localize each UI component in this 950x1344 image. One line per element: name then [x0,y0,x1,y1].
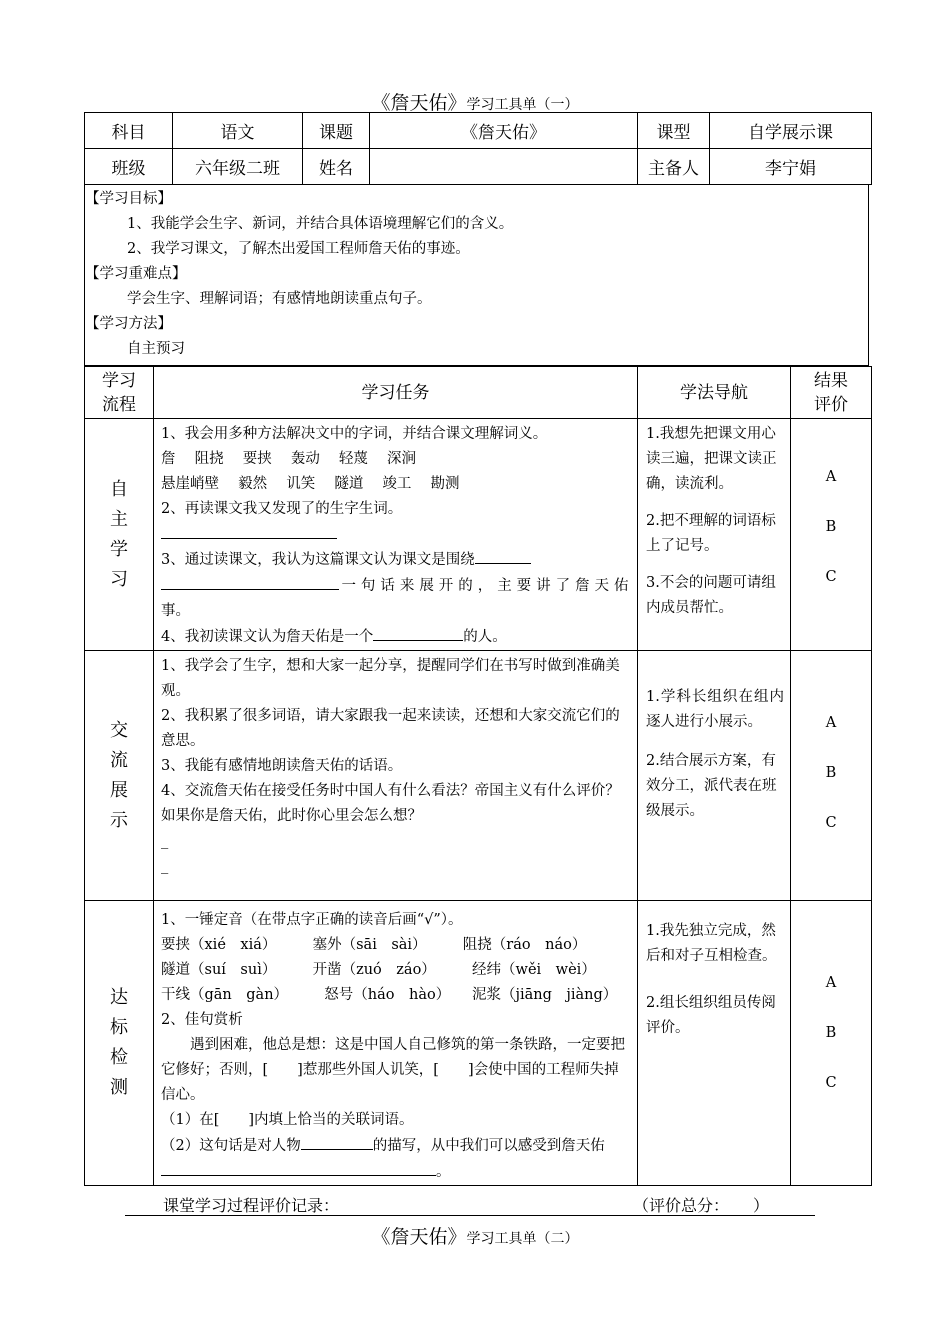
pinyin-item: 干线（gān gàn） 怒号（háo hào） 泥浆（jiāng jiàng） [161,987,618,1003]
task-exchange [154,651,638,901]
answer-blank[interactable] [475,547,531,564]
guide-text: 2.把不理解的词语标上了记号。 [646,513,776,554]
goal-item: 2、我学习课文，了解杰出爱国工程师詹天佑的事迹。 [127,241,470,257]
label-type: 课型 [638,113,710,149]
main-table [84,366,872,1186]
goal-item: 1、我能学会生字、新词，并结合具体语境理解它们的含义。 [127,216,514,232]
word-list: 詹 阻挠 要挟 轰动 轻蔑 深涧 [161,451,417,467]
stage-self-study: 自 主 学 习 [85,419,154,651]
answer-blank[interactable] [301,1133,373,1150]
quote-text: 遇到困难，他总是想：这是中国人自己修筑的第一条铁路，一定要把它修好；否则，[ ]惹那些外国人讥笑，[ ]会使中国的工程师失掉信心。 [161,1037,625,1103]
grade-a[interactable]: A [825,469,837,485]
label-subject: 科目 [85,113,173,149]
title-main: 《詹天佑》 [371,92,467,114]
task-text: 3、我能有感情地朗读詹天佑的话语。 [161,758,403,774]
guide-text: 1.我想先把课文用心读三遍，把课文读正确，读流利。 [646,426,777,492]
pinyin-item: 隧道（suí suì） 开凿（zuó záo） 经纬（wěi wèi） [161,962,596,978]
stage-exchange: 交 流 展 示 [85,651,154,901]
answer-blank[interactable] [161,1159,436,1176]
page-title-2 [0,1222,950,1249]
task-text: 事。 [161,603,190,619]
grade-a[interactable]: A [825,975,837,991]
row-exchange [85,651,872,901]
col-flow: 学习 流程 [85,367,154,419]
task-text: 一句话来展开的，主要讲了詹天佑 [339,578,631,594]
col-task: 学习任务 [154,367,638,419]
label-name: 姓名 [303,149,370,185]
name-field[interactable] [370,149,638,185]
guide-text: 2.组长组织组员传阅评价。 [646,995,776,1036]
page-title [0,88,950,115]
value-preparer: 李宁娟 [710,149,872,185]
task-text: 的人。 [463,629,507,645]
label-class: 班级 [85,149,173,185]
guide-text: 3.不会的问题可请组内成员帮忙。 [646,575,776,616]
label-topic: 课题 [303,113,370,149]
method-heading: 【学习方法】 [85,316,172,332]
task-text: 2、我积累了很多词语，请大家跟我一起来读读，还想和大家交流它们的意思。 [161,708,620,749]
guide-text: 2.结合展示方案，有效分工，派代表在班级展示。 [646,753,777,819]
guide-test [638,901,791,1186]
label-preparer: 主备人 [638,149,710,185]
pinyin-item: 要挟（xié xiá） 塞外（sāi sài） 阻挠（ráo náo） [161,937,587,953]
task-text: 1、我会用多种方法解决文中的字词，并结合课文理解词义。 [161,426,548,442]
task-text: 1、我学会了生字，想和大家一起分享，提醒同学们在书写时做到准确美观。 [161,658,620,699]
title-sub: 学习工具单（一） [466,97,579,113]
evaluation-record [125,1193,815,1216]
col-guide: 学法导航 [638,367,791,419]
goal-heading: 【学习目标】 [85,191,172,207]
stage-test: 达 标 检 测 [85,901,154,1186]
guide-self-study [638,419,791,651]
task-text: （2）这句话是对人物 [161,1138,301,1154]
method-text: 自主预习 [127,341,185,357]
grade-a[interactable]: A [825,715,837,731]
table-head-row [85,367,872,419]
record-label: 课堂学习过程评价记录： [163,1196,340,1215]
value-subject: 语文 [173,113,303,149]
guide-text: 1.学科长组织在组内逐人进行小展示。 [646,689,784,730]
answer-blank[interactable] [161,573,339,590]
grade-c[interactable]: C [825,815,837,831]
guide-exchange [638,651,791,901]
task-text: 3、通过读课文，我认为这篇课文认为课文是围绕 [161,552,475,568]
header-table [84,112,872,185]
total-score[interactable]: （评价总分： ） [633,1196,770,1215]
title-main: 《詹天佑》 [371,1226,467,1248]
task-text: 2、再读课文我又发现了的生字生词。 [161,501,403,517]
grade-c[interactable]: C [825,569,837,585]
key-text: 学会生字、理解词语；有感情地朗读重点句子。 [127,291,432,307]
task-text: 。 [436,1164,451,1180]
task-text: 的描写，从中我们可以感受到詹天佑 [372,1138,605,1154]
grade-b[interactable]: B [825,519,837,535]
answer-blank[interactable]: _ [161,858,169,874]
word-list: 悬崖峭壁 毅然 讥笑 隧道 竣工 勘测 [161,476,460,492]
task-self-study [154,419,638,651]
grade-c[interactable]: C [825,1075,837,1091]
title-sub: 学习工具单（二） [466,1231,579,1247]
value-class: 六年级二班 [173,149,303,185]
col-eval: 结果 评价 [791,367,872,419]
grade-b[interactable]: B [825,1025,837,1041]
task-text: 2、佳句赏析 [161,1012,243,1028]
row-self-study [85,419,872,651]
task-test [154,901,638,1186]
grade-b[interactable]: B [825,765,837,781]
header-row [85,113,872,149]
grade-self-study [791,419,872,651]
grade-test [791,901,872,1186]
header-row [85,149,872,185]
answer-blank[interactable] [161,522,337,539]
task-text: 4、交流詹天佑在接受任务时中国人有什么看法？帝国主义有什么评价？如果你是詹天佑，此时你心里会怎么想？ [161,783,620,824]
task-text: 4、我初读课文认为詹天佑是一个 [161,629,374,645]
row-test [85,901,872,1186]
goals-section [84,185,869,366]
value-type: 自学展示课 [710,113,872,149]
answer-blank[interactable] [373,624,463,641]
answer-blank[interactable]: _ [161,833,169,849]
task-text: 1、一锤定音（在带点字正确的读音后画“√”）。 [161,912,463,928]
task-text: （1）在[ ]内填上恰当的关联词语。 [161,1112,414,1128]
grade-exchange [791,651,872,901]
key-heading: 【学习重难点】 [85,266,187,282]
value-topic: 《詹天佑》 [370,113,638,149]
guide-text: 1.我先独立完成，然后和对子互相检查。 [646,923,777,964]
